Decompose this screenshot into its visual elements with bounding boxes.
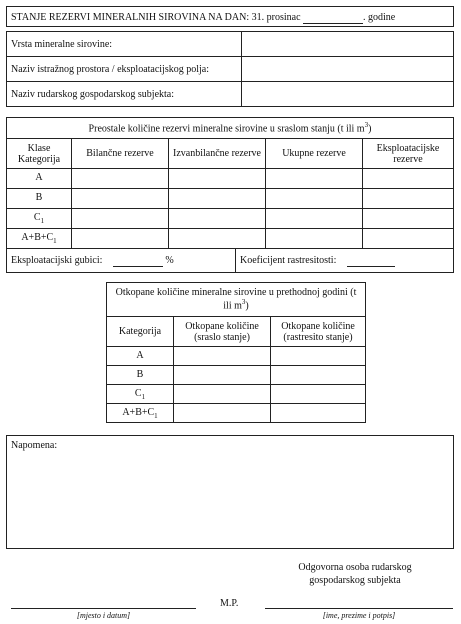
cell[interactable]: [72, 189, 169, 209]
mined-header-loose: Otkopane količine (rastresito stanje): [271, 317, 366, 347]
responsible-line2: gospodarskog subjekta: [309, 575, 401, 586]
cell[interactable]: [169, 229, 266, 249]
cell[interactable]: [271, 404, 366, 423]
reserves-header-balance: Bilančne rezerve: [72, 139, 169, 169]
cell[interactable]: [266, 169, 363, 189]
row-label: $A+B+C_1$: [107, 404, 174, 423]
signature-caption: [ime, prezime i potpis]: [322, 611, 396, 620]
row-label: A: [107, 347, 174, 366]
cell[interactable]: [174, 366, 271, 385]
losses-cell: [7, 249, 236, 273]
cell[interactable]: [266, 189, 363, 209]
losses-blank[interactable]: [113, 255, 163, 267]
cell[interactable]: [363, 169, 454, 189]
note-box[interactable]: [6, 435, 454, 549]
cell[interactable]: [169, 189, 266, 209]
stamp-label: M.P.: [220, 598, 239, 609]
row-label: B: [107, 366, 174, 385]
info-label-subject: Naziv rudarskog gospodarskog subjekta:: [7, 82, 242, 107]
row-label: B: [7, 189, 72, 209]
date-blank[interactable]: [303, 12, 363, 24]
responsible-line1: Odgovorna osoba rudarskog: [298, 562, 412, 573]
losses-unit: %: [165, 254, 174, 266]
place-date-caption: [mjesto i datum]: [76, 611, 131, 620]
row-label: $C_1$: [107, 385, 174, 404]
header-title: STANJE REZERVI MINERALNIH SIROVINA NA DAN:: [11, 12, 250, 23]
losses-table: [6, 248, 454, 273]
header-date-suffix: . godine: [363, 12, 396, 23]
cell[interactable]: [174, 347, 271, 366]
table-row: [7, 229, 454, 249]
reserves-table: [6, 117, 454, 249]
signature-line[interactable]: [265, 608, 453, 609]
cell[interactable]: [72, 169, 169, 189]
cell[interactable]: [72, 209, 169, 229]
place-date-line[interactable]: [11, 608, 196, 609]
reserves-header-total: Ukupne rezerve: [266, 139, 363, 169]
reserves-title: Preostale količine rezervi mineralne sirovine u sraslom stanju (t ili $m^3$): [7, 118, 454, 139]
table-row: [107, 404, 366, 423]
cell[interactable]: [169, 209, 266, 229]
mined-header-solid: Otkopane količine (sraslo stanje): [174, 317, 271, 347]
info-table: [6, 31, 454, 107]
responsible-person: [270, 561, 440, 587]
cell[interactable]: [271, 366, 366, 385]
table-row: [7, 209, 454, 229]
header-box: [6, 6, 454, 27]
row-label: A: [7, 169, 72, 189]
reserves-header-exploitation: Eksploatacijske rezerve: [363, 139, 454, 169]
coef-label: Koeficijent rastresitosti:: [240, 254, 337, 266]
table-row: [107, 366, 366, 385]
info-value-field[interactable]: [242, 57, 454, 82]
cell[interactable]: [363, 189, 454, 209]
note-label: Napomena:: [11, 440, 58, 451]
cell[interactable]: [363, 229, 454, 249]
coef-blank[interactable]: [347, 255, 395, 267]
cell[interactable]: [266, 229, 363, 249]
table-row: [107, 385, 366, 404]
mined-header-category: Kategorija: [107, 317, 174, 347]
row-label: $C_1$: [7, 209, 72, 229]
cell[interactable]: [271, 347, 366, 366]
table-row: [107, 347, 366, 366]
header-date-prefix: 31. prosinac: [251, 12, 301, 23]
cell[interactable]: [363, 209, 454, 229]
mined-title: Otkopane količine mineralne sirovine u prethodnoj godini (t ili $m^3$): [107, 283, 366, 317]
info-value-subject[interactable]: [242, 82, 454, 107]
cell[interactable]: [174, 385, 271, 404]
row-label: $A+B+C_1$: [7, 229, 72, 249]
coef-cell: [236, 249, 454, 273]
cell[interactable]: [266, 209, 363, 229]
cell[interactable]: [271, 385, 366, 404]
reserves-header-class: Klase Kategorija: [7, 139, 72, 169]
table-row: [7, 169, 454, 189]
cell[interactable]: [169, 169, 266, 189]
mined-table: [106, 282, 366, 423]
info-label-mineral: Vrsta mineralne sirovine:: [7, 32, 242, 57]
cell[interactable]: [174, 404, 271, 423]
table-row: [7, 189, 454, 209]
losses-label: Eksploatacijski gubici:: [11, 254, 103, 266]
info-value-mineral[interactable]: [242, 32, 454, 57]
info-label-field: Naziv istražnog prostora / eksploatacijskog polja:: [7, 57, 242, 82]
cell[interactable]: [72, 229, 169, 249]
reserves-header-offbalance: Izvanbilančne rezerve: [169, 139, 266, 169]
